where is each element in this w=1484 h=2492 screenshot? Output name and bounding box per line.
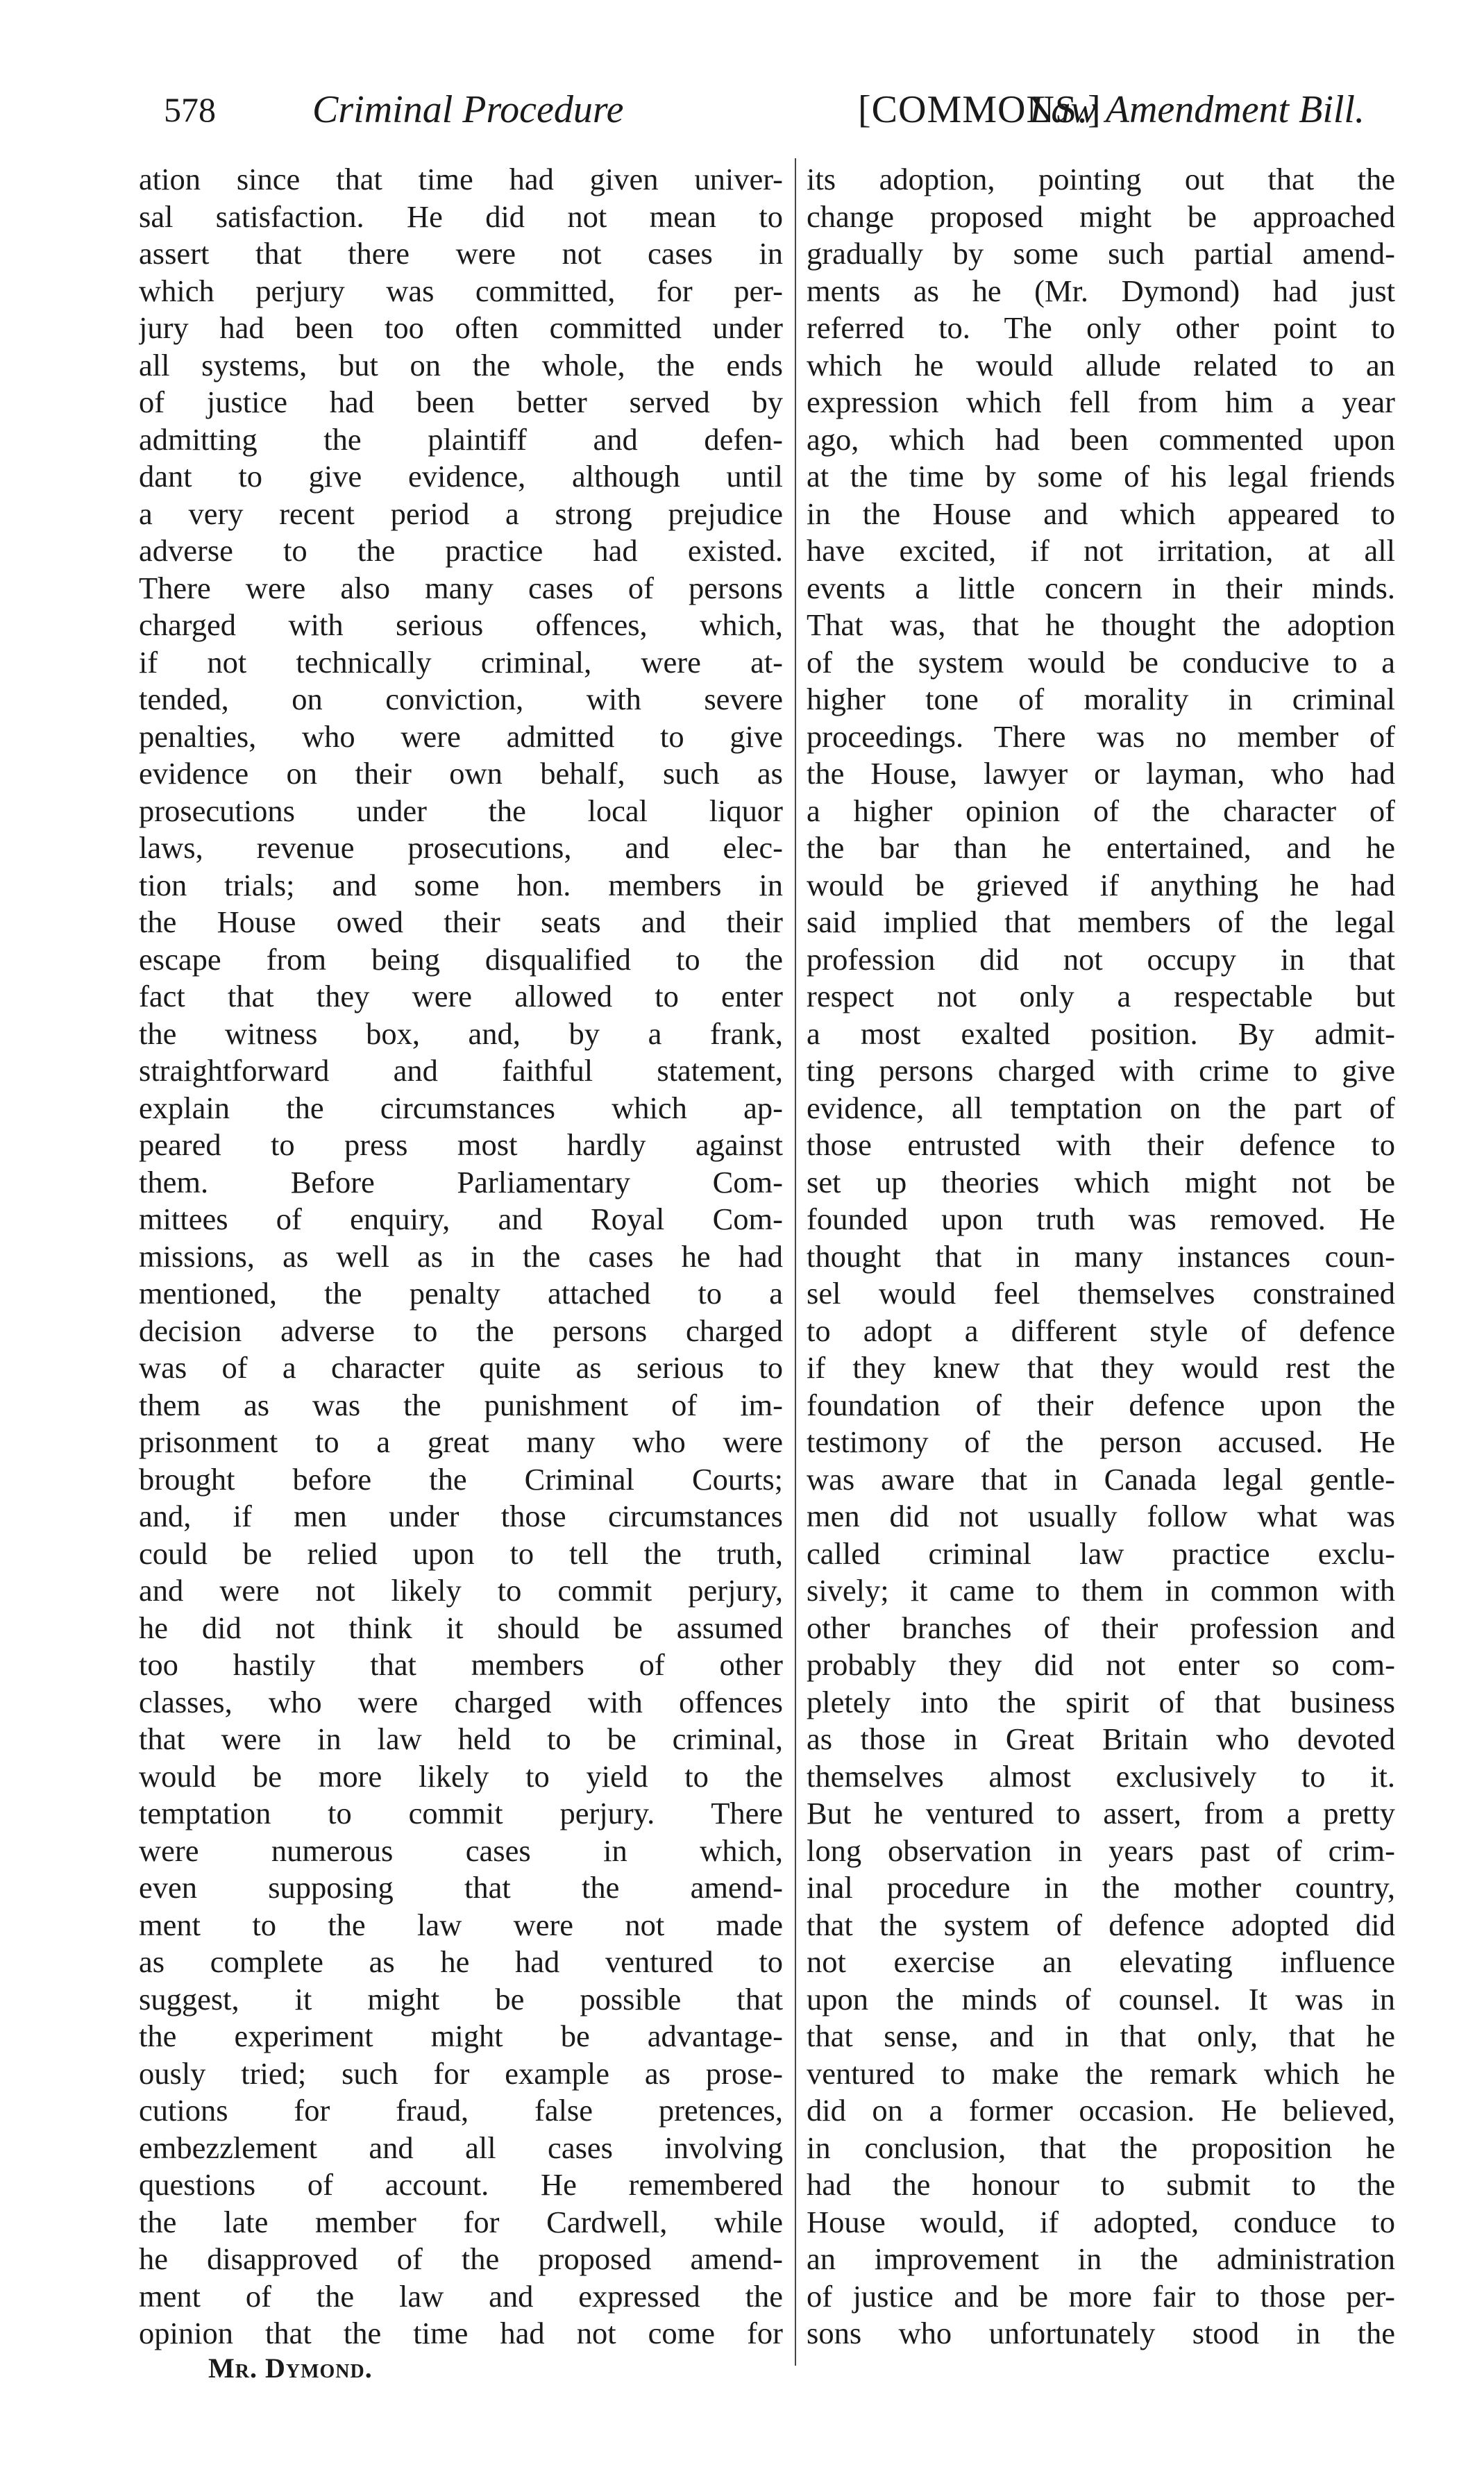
text-line: brought before the Criminal Courts; [139, 1461, 783, 1497]
text-line: ment of the law and expressed the [139, 2278, 783, 2314]
text-line: There were also many cases of persons [139, 570, 783, 605]
text-line: if not technically criminal, were at- [139, 644, 783, 680]
text-line: them. Before Parliamentary Com- [139, 1164, 783, 1199]
text-line: of justice had been better served by [139, 385, 783, 419]
text-line: and, if men under those circumstances [139, 1499, 783, 1533]
text-line: which he would allude related to an [807, 347, 1395, 382]
text-line: and were not likely to commit perjury, [139, 1573, 783, 1608]
text-line: had the honour to submit to the [807, 2167, 1395, 2202]
running-header [164, 82, 1365, 137]
text-line: its adoption, pointing out that the [807, 162, 1395, 196]
right-text-column [807, 161, 1395, 2352]
text-line: ventured to make the remark which he [807, 2055, 1395, 2091]
speaker-footer [208, 2352, 373, 2384]
text-line: suggest, it might be possible that [139, 1981, 783, 2017]
text-line: charged with serious offences, which, [139, 607, 783, 642]
text-line: even supposing that the amend- [139, 1870, 783, 1905]
text-line: peared to press most hardly against [139, 1127, 783, 1162]
text-line: in the House and which appeared to [807, 496, 1395, 531]
text-line: was of a character quite as serious to [139, 1350, 783, 1385]
text-line: an improvement in the administration [807, 2241, 1395, 2276]
text-line: a higher opinion of the character of [807, 793, 1395, 828]
text-line: the witness box, and, by a frank, [139, 1016, 783, 1051]
text-line: were numerous cases in which, [139, 1833, 783, 1868]
text-line: the bar than he entertained, and he [807, 830, 1395, 865]
text-line: questions of account. He remembered [139, 2167, 783, 2202]
text-line: higher tone of morality in criminal [807, 682, 1395, 716]
text-line: pletely into the spirit of that business [807, 1684, 1395, 1719]
text-line: respect not only a respectable but [807, 979, 1395, 1013]
text-line: as complete as he had ventured to [139, 1944, 783, 1979]
text-line: those entrusted with their defence to [807, 1127, 1395, 1162]
text-line: sel would feel themselves constrained [807, 1276, 1395, 1311]
text-line: thought that in many instances coun- [807, 1238, 1395, 1274]
text-line: sal satisfaction. He did not mean to [139, 199, 783, 234]
text-line: mittees of enquiry, and Royal Com- [139, 1202, 783, 1236]
text-line: in conclusion, that the proposition he [807, 2130, 1395, 2165]
text-line: prisonment to a great many who were [139, 1424, 783, 1459]
text-line: said implied that members of the legal [807, 904, 1395, 939]
text-line: profession did not occupy in that [807, 941, 1395, 977]
text-line: tended, on conviction, with severe [139, 682, 783, 716]
header-right-title: Law Amendment Bill. [1029, 88, 1365, 131]
text-line: he disapproved of the proposed amend- [139, 2241, 783, 2276]
text-line: explain the circumstances which ap- [139, 1090, 783, 1125]
text-line: gradually by some such partial amend- [807, 236, 1395, 271]
text-line: mentioned, the penalty attached to a [139, 1276, 783, 1311]
text-line: have excited, if not irritation, at all [807, 533, 1395, 568]
text-line: ments as he (Mr. Dymond) had just [807, 273, 1395, 308]
text-line: evidence, all temptation on the part of [807, 1090, 1395, 1125]
text-line: a very recent period a strong prejudice [139, 496, 783, 531]
speaker-name: Mr. Dymond. [208, 2352, 373, 2384]
text-line: adverse to the practice had existed. [139, 533, 783, 568]
text-line: which perjury was committed, for per- [139, 273, 783, 308]
text-line: referred to. The only other point to [807, 310, 1395, 345]
text-line: upon the minds of counsel. It was in [807, 1981, 1395, 2017]
text-line: dant to give evidence, although until [139, 459, 783, 494]
text-line: that the system of defence adopted did [807, 1907, 1395, 1942]
text-line: inal procedure in the mother country, [807, 1870, 1395, 1905]
text-line: temptation to commit perjury. There [139, 1796, 783, 1830]
text-line: evidence on their own behalf, such as [139, 756, 783, 791]
text-line: he did not think it should be assumed [139, 1610, 783, 1645]
text-line: events a little concern in their minds. [807, 570, 1395, 605]
text-line: ago, which had been commented upon [807, 421, 1395, 457]
text-line: tion trials; and some hon. members in [139, 867, 783, 902]
text-line: would be more likely to yield to the [139, 1758, 783, 1794]
text-line: long observation in years past of crim- [807, 1833, 1395, 1868]
text-line: straightforward and faithful statement, [139, 1053, 783, 1088]
text-line: penalties, who were admitted to give [139, 718, 783, 754]
text-line: proceedings. There was no member of [807, 718, 1395, 754]
text-line: cutions for fraud, false pretences, [139, 2093, 783, 2128]
text-line: that were in law held to be criminal, [139, 1721, 783, 1756]
text-line: jury had been too often committed under [139, 310, 783, 345]
text-line: ation since that time had given univer- [139, 162, 783, 196]
text-line: themselves almost exclusively to it. [807, 1758, 1395, 1794]
text-line: sons who unfortunately stood in the [807, 2316, 1395, 2350]
text-line: men did not usually follow what was [807, 1499, 1395, 1533]
text-line: would be grieved if anything he had [807, 867, 1395, 902]
text-line: called criminal law practice exclu- [807, 1535, 1395, 1571]
text-line: House would, if adopted, conduce to [807, 2204, 1395, 2239]
text-line: the late member for Cardwell, while [139, 2204, 783, 2239]
text-line: sively; it came to them in common with [807, 1573, 1395, 1608]
text-line: the House owed their seats and their [139, 904, 783, 939]
text-line: as those in Great Britain who devoted [807, 1721, 1395, 1756]
text-line: assert that there were not cases in [139, 236, 783, 271]
text-line: fact that they were allowed to enter [139, 979, 783, 1013]
text-line: other branches of their profession and [807, 1610, 1395, 1645]
text-line: of justice and be more fair to those per- [807, 2278, 1395, 2314]
text-line: testimony of the person accused. He [807, 1424, 1395, 1459]
text-line: opinion that the time had not come for [139, 2316, 783, 2350]
text-line: missions, as well as in the cases he had [139, 1238, 783, 1274]
text-line: a most exalted position. By admit- [807, 1016, 1395, 1051]
text-line: could be relied upon to tell the truth, [139, 1535, 783, 1571]
text-line: to adopt a different style of defence [807, 1313, 1395, 1348]
header-house: [COMMONS.] [858, 88, 1102, 131]
text-line: ment to the law were not made [139, 1907, 783, 1942]
text-line: foundation of their defence upon the [807, 1387, 1395, 1422]
left-text-column [139, 161, 783, 2352]
text-line: at the time by some of his legal friends [807, 459, 1395, 494]
text-line: not exercise an elevating influence [807, 1944, 1395, 1979]
text-line: them as was the punishment of im- [139, 1387, 783, 1422]
text-line: set up theories which might not be [807, 1164, 1395, 1199]
page-number: 578 [164, 90, 216, 129]
text-line: did on a former occasion. He believed, [807, 2093, 1395, 2128]
text-line: admitting the plaintiff and defen- [139, 421, 783, 457]
column-divider [795, 158, 796, 2366]
text-line: That was, that he thought the adoption [807, 607, 1395, 642]
text-line: classes, who were charged with offences [139, 1684, 783, 1719]
text-line: ting persons charged with crime to give [807, 1053, 1395, 1088]
text-line: probably they did not enter so com- [807, 1647, 1395, 1682]
text-line: founded upon truth was removed. He [807, 1202, 1395, 1236]
text-line: change proposed might be approached [807, 199, 1395, 234]
text-line: But he ventured to assert, from a pretty [807, 1796, 1395, 1830]
text-line: expression which fell from him a year [807, 385, 1395, 419]
text-line: prosecutions under the local liquor [139, 793, 783, 828]
text-line: was aware that in Canada legal gentle- [807, 1461, 1395, 1497]
text-line: escape from being disqualified to the [139, 941, 783, 977]
text-line: ously tried; such for example as prose- [139, 2055, 783, 2091]
text-line: if they knew that they would rest the [807, 1350, 1395, 1385]
header-left-title: Criminal Procedure [312, 88, 624, 131]
text-line: too hastily that members of other [139, 1647, 783, 1682]
text-line: all systems, but on the whole, the ends [139, 347, 783, 382]
text-line: laws, revenue prosecutions, and elec- [139, 830, 783, 865]
text-line: embezzlement and all cases involving [139, 2130, 783, 2165]
text-line: of the system would be conducive to a [807, 644, 1395, 680]
text-line: that sense, and in that only, that he [807, 2019, 1395, 2053]
text-line: the experiment might be advantage- [139, 2019, 783, 2053]
text-line: decision adverse to the persons charged [139, 1313, 783, 1348]
text-line: the House, lawyer or layman, who had [807, 756, 1395, 791]
